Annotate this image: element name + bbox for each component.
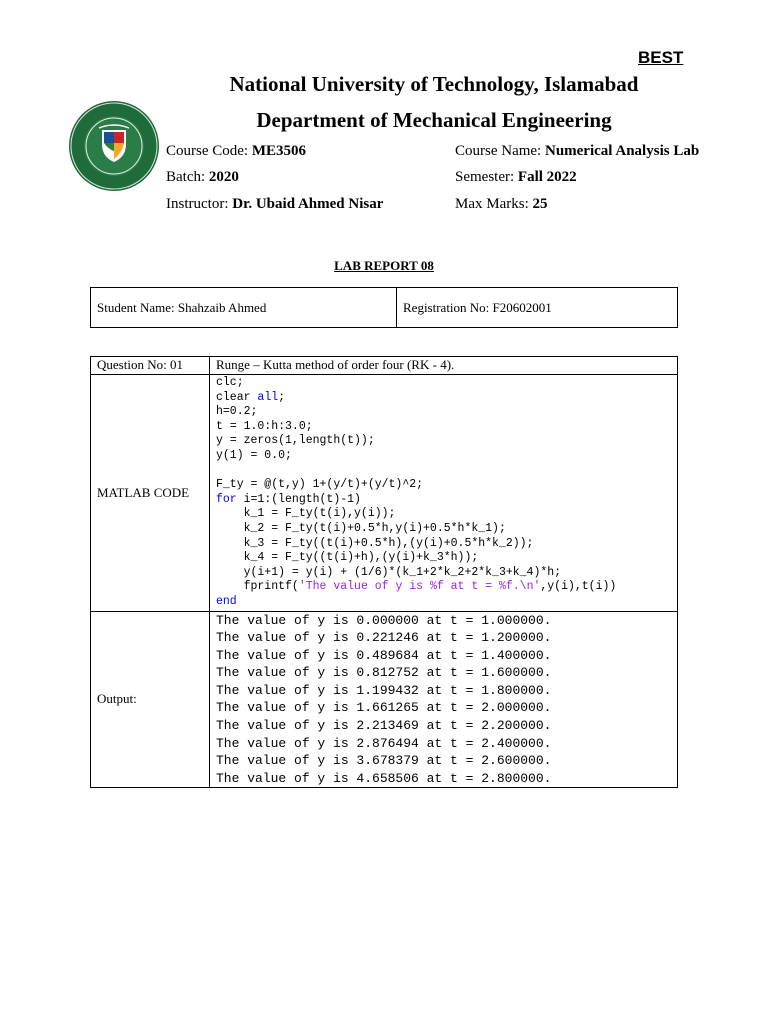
output-label: Output:	[91, 611, 210, 788]
output-line: The value of y is 0.000000 at t = 1.000000.	[216, 612, 552, 628]
output-line: The value of y is 0.221246 at t = 1.200000.	[216, 630, 552, 646]
question-number: Question No: 01	[91, 357, 210, 375]
output-cell	[210, 611, 678, 788]
student-table	[90, 287, 678, 328]
question-title: Runge – Kutta method of order four (RK - 4).	[210, 357, 678, 375]
matlab-code-label: MATLAB CODE	[91, 375, 210, 612]
output-line: The value of y is 2.876494 at t = 2.400000.	[216, 735, 552, 751]
best-stamp: BEST	[638, 48, 684, 67]
code-cell	[210, 375, 678, 612]
max-marks: Max Marks: 25	[455, 196, 548, 212]
course-code: Course Code: ME3506	[166, 143, 306, 159]
department-title: Department of Mechanical Engineering	[256, 108, 612, 132]
batch: Batch: 2020	[166, 169, 239, 185]
matlab-code-block: clc; clear all; h=0.2; t = 1.0:h:3.0; y = zeros(1,length(t)); y(1) = 0.0; F_ty = @(t,y) 1+(y/t)+(y/t)^2; for i=1:(length(t)-1) k_1 = F_ty(t(i),y(i)); k_2 = F_ty(t(i)+0.5*h,y(i)+0.5*h*k_1); k_3 = F_ty((t(i)+0.5*h),(y(i)+0.5*h*k_2)); k_4 = F_ty((t(i)+h),(y(i)+k_3*h)); y(i+1) = y(i) + (1/6)*(k_1+2*k_2+2*k_3+k_4)*h; fprintf('The value of y is %f at t = %f.\n',y(i),t(i)) end	[216, 376, 617, 608]
output-line: The value of y is 3.678379 at t = 2.600000.	[216, 753, 552, 769]
output-line: The value of y is 1.199432 at t = 1.800000.	[216, 682, 552, 698]
student-name: Student Name: Shahzaib Ahmed	[91, 288, 397, 328]
output-line: The value of y is 2.213469 at t = 2.200000.	[216, 718, 552, 734]
report-title: LAB REPORT 08	[334, 258, 434, 273]
output-line: The value of y is 0.489684 at t = 1.400000.	[216, 647, 552, 663]
output-line: The value of y is 4.658506 at t = 2.800000.	[216, 770, 552, 786]
registration-number: Registration No: F20602001	[397, 288, 678, 328]
university-logo	[68, 100, 160, 192]
output-line: The value of y is 0.812752 at t = 1.600000.	[216, 665, 552, 681]
course-name: Course Name: Numerical Analysis Lab	[455, 143, 700, 159]
instructor: Instructor: Dr. Ubaid Ahmed Nisar	[166, 196, 384, 212]
semester: Semester: Fall 2022	[455, 169, 577, 185]
question-table	[90, 356, 678, 788]
university-title: National University of Technology, Islamabad	[229, 72, 639, 96]
output-line: The value of y is 1.661265 at t = 2.000000.	[216, 700, 552, 716]
